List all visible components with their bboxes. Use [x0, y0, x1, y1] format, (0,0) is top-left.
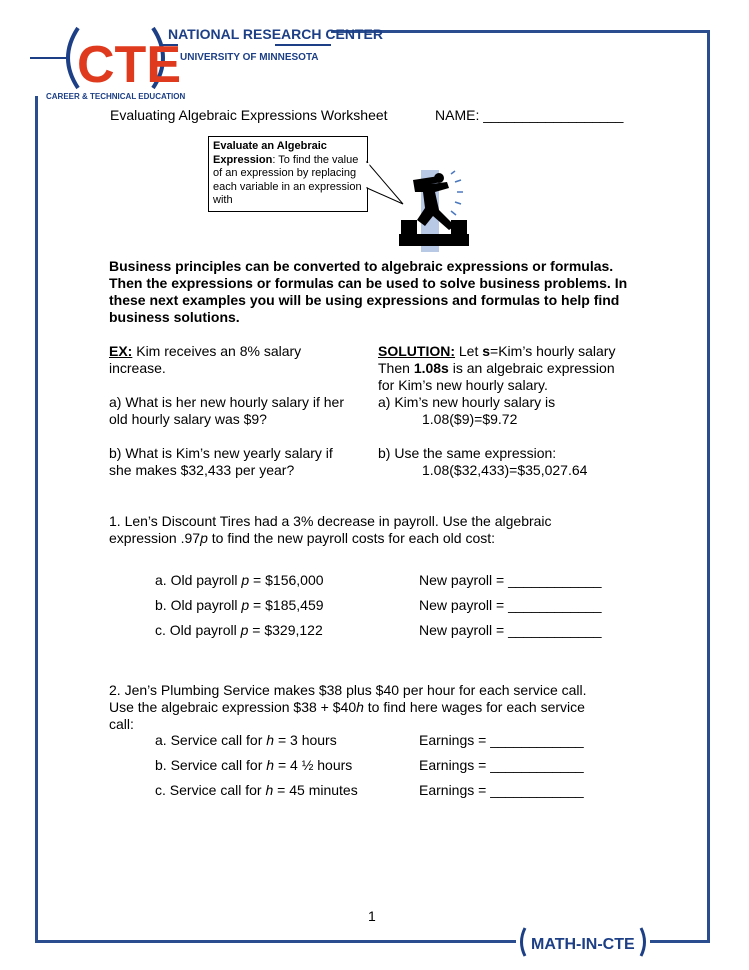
intro-paragraph: Business principles can be converted to algebraic expressions or formulas. Then the expressions or formulas can be used to solve business problems. In these next examples you will be using expressions and formulas to help find business solutions.: [109, 258, 628, 325]
solution-b-line-1: b) Use the same expression:: [378, 445, 557, 461]
math-in-cte-logo: [516, 925, 650, 959]
page-number: 1: [368, 908, 376, 924]
item-value: = 4 ½ hours: [274, 757, 353, 773]
frame-top-line: [331, 30, 708, 33]
problem-2-line-2: [109, 699, 585, 716]
problem-1-answer-b[interactable]: New payroll = ____________: [419, 597, 602, 613]
solution-a-line-1: a) Kim’s new hourly salary is: [378, 394, 556, 410]
problem-1-item-b: [155, 597, 324, 614]
example-question-a-line-1: a) What is her new hourly salary if her: [109, 394, 344, 410]
item-variable: h: [265, 782, 274, 798]
national-research-center-text: NATIONAL RESEARCH CENTER: [168, 26, 383, 42]
item-text: a. Service call for: [155, 732, 267, 748]
solution-text-2a: Then: [378, 360, 414, 376]
callout-text: : To find the value of an expression by replacing each variable in an expression with: [213, 153, 362, 206]
problem-1-item-a: [155, 572, 324, 589]
problem-1-line-2: [109, 530, 495, 547]
example-question-b-line-1: b) What is Kim’s new yearly salary if: [109, 445, 333, 461]
solution-text-1a: Let: [455, 343, 483, 359]
presenter-clipart-icon: [395, 170, 480, 252]
item-text: c. Old payroll: [155, 622, 241, 638]
problem-2-item-b: [155, 757, 352, 774]
solution-a-line-2: 1.08($9)=$9.72: [422, 411, 518, 427]
solution-b-line-2: 1.08($32,433)=$35,027.64: [422, 462, 588, 478]
cte-logo-graphic: [0, 0, 383, 104]
problem-2-item-a: [155, 732, 337, 749]
solution-label: SOLUTION:: [378, 343, 455, 359]
problem-2-answer-c[interactable]: Earnings = ____________: [419, 782, 584, 798]
item-value: = $185,459: [249, 597, 324, 613]
item-variable: p: [241, 572, 250, 588]
item-value: = 3 hours: [274, 732, 337, 748]
item-variable: h: [266, 757, 275, 773]
problem-2-answer-a[interactable]: Earnings = ____________: [419, 732, 584, 748]
problem-2-item-c: [155, 782, 358, 799]
problem-2-line-2-pre: Use the algebraic expression $38 + $40: [109, 699, 357, 715]
problem-2-line-1: 2. Jen’s Plumbing Service makes $38 plus $40 per hour for each service call.: [109, 682, 587, 698]
item-value: = 45 minutes: [273, 782, 358, 798]
item-text: a. Old payroll: [155, 572, 242, 588]
frame-left-line: [35, 96, 38, 943]
item-text: c. Service call for: [155, 782, 266, 798]
problem-1-answer-c[interactable]: New payroll = ____________: [419, 622, 602, 638]
item-variable: h: [266, 732, 275, 748]
item-value: = $156,000: [249, 572, 324, 588]
example-line-1: [109, 343, 301, 360]
callout-heading: Evaluate an Algebraic Expression: [213, 140, 327, 166]
career-technical-education-text: CAREER & TECHNICAL EDUCATION: [46, 92, 186, 101]
frame-right-line: [707, 30, 710, 942]
item-text: b. Service call for: [155, 757, 267, 773]
university-of-minnesota-text: UNIVERSITY OF MINNESOTA: [180, 52, 319, 63]
ex-label: EX:: [109, 343, 133, 359]
cte-logo: [0, 0, 383, 104]
example-line-2: increase.: [109, 360, 166, 376]
example-question-b-line-2: she makes $32,433 per year?: [109, 462, 295, 478]
math-in-cte-graphic: [516, 925, 650, 959]
problem-2-variable: h: [356, 699, 364, 715]
problem-1-line-2-post: to find the new payroll costs for each old cost:: [207, 530, 496, 546]
item-variable: p: [241, 597, 250, 613]
problem-1-line-2-pre: expression .97: [109, 530, 201, 546]
problem-1-line-1: 1. Len’s Discount Tires had a 3% decrease in payroll. Use the algebraic: [109, 513, 552, 529]
example-question-a-line-2: old hourly salary was $9?: [109, 411, 267, 427]
solution-text-2b: is an algebraic expression: [448, 360, 615, 376]
solution-text-1b: =Kim’s hourly salary: [490, 343, 616, 359]
problem-2-line-2-post: to find here wages for each service: [363, 699, 585, 715]
cte-letters: CTE: [77, 36, 181, 94]
item-variable: p: [240, 622, 249, 638]
problem-1-variable: p: [200, 530, 208, 546]
problem-1-answer-a[interactable]: New payroll = ____________: [419, 572, 602, 588]
solution-line-1: [378, 343, 615, 360]
problem-2-line-3: call:: [109, 716, 134, 732]
problem-2-answer-b[interactable]: Earnings = ____________: [419, 757, 584, 773]
definition-callout: [208, 136, 368, 212]
name-field-label: NAME: __________________: [435, 107, 624, 123]
item-value: = $329,122: [248, 622, 323, 638]
math-in-cte-text: MATH-IN-CTE: [531, 936, 635, 953]
ex-text-1: Kim receives an 8% salary: [132, 343, 302, 359]
item-text: b. Old payroll: [155, 597, 242, 613]
problem-1-item-c: [155, 622, 323, 639]
solution-variable-s: s: [482, 343, 491, 359]
worksheet-title: Evaluating Algebraic Expressions Worksheet: [110, 107, 388, 123]
solution-line-3: for Kim’s new hourly salary.: [378, 377, 548, 393]
solution-expression: 1.08s: [413, 360, 449, 376]
solution-line-2: [378, 360, 615, 377]
